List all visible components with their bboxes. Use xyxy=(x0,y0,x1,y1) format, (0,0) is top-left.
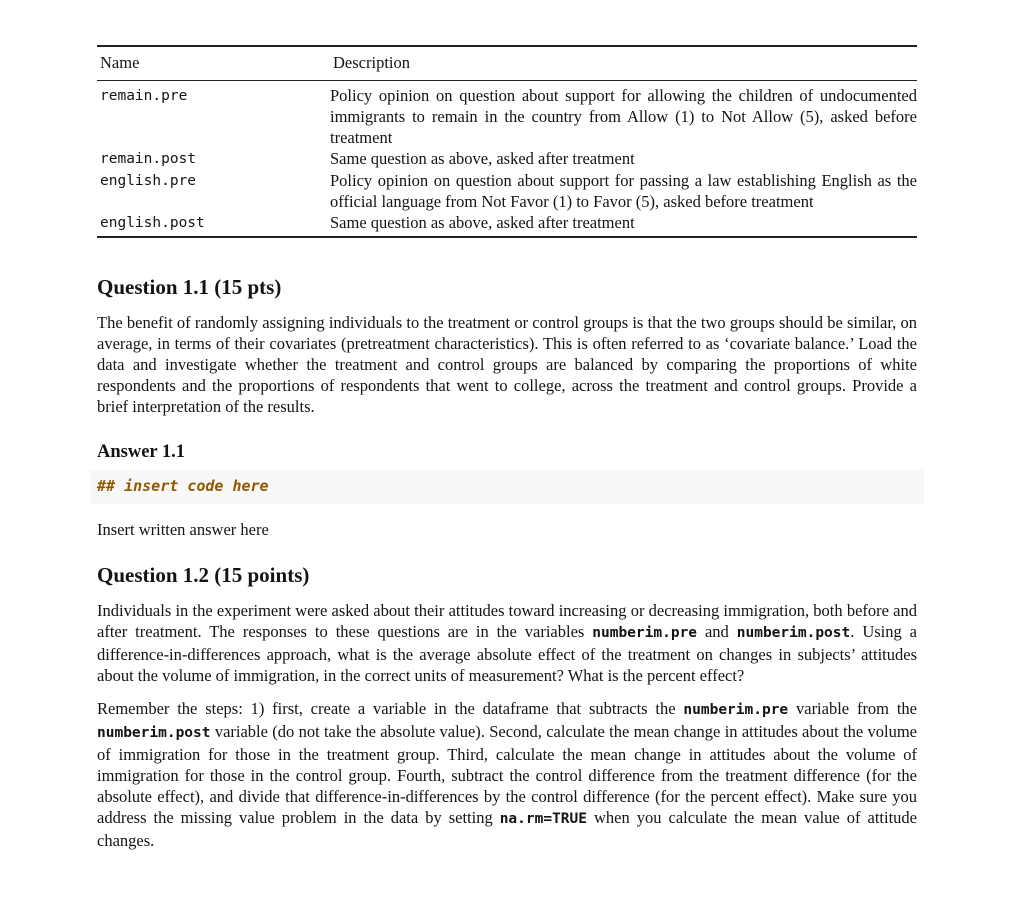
table-row xyxy=(97,170,917,212)
variable-description: Policy opinion on question about support for passing a law establishing English as the official language from Not Favor (1) to Favor (5), asked before treatment xyxy=(330,171,917,211)
text-run: variable from the xyxy=(788,699,917,718)
table-body xyxy=(97,81,917,236)
answer-1-1-heading: Answer 1.1 xyxy=(97,442,186,462)
table-row xyxy=(97,148,917,170)
table-bottom-rule xyxy=(97,236,917,238)
variable-name: remain.post xyxy=(100,151,197,167)
question-1-2-paragraph-1 xyxy=(97,600,917,686)
variable-name: remain.pre xyxy=(100,88,188,104)
inline-code: numberim.pre xyxy=(592,625,698,641)
text-run: variable (do not take the absolute value). Second, calculate the mean change in attitudes about the volume of immigration for those in the treatment group. Third, calculate the mean change in attitudes about the volume of immigration for those in the control group. Fourth, subtract the control difference from the treatment difference (for the absolute effect), and divide that difference-in-differences by the control difference (for the percent effect). Make sure you address the missing value problem in the data by setting xyxy=(97,722,917,827)
question-1-1-heading: Question 1.1 (15 pts) xyxy=(97,275,282,299)
table-row xyxy=(97,85,917,148)
text-run: . Using a difference-in-differences approach, what is the average absolute effect of the treatment on changes in subjects’ attitudes about the volume of immigration, in the correct units of measurement? What is the percent effect? xyxy=(97,622,918,685)
inline-code: na.rm=TRUE xyxy=(499,811,588,827)
text-run: Remember the steps: 1) first, create a variable in the dataframe that subtracts the xyxy=(97,699,684,718)
question-1-1-text: The benefit of randomly assigning individuals to the treatment or control groups is that the two groups should be similar, on average, in terms of their covariates (pretreatment characteristics). This is often referred to as ‘covariate balance.’ Load the data and investigate whether the treatment and control groups are balanced by comparing the proportions of white respondents and the proportions of respondents that went to college, across the treatment and control groups. Provide a brief interpretation of the results. xyxy=(97,313,917,416)
text-run: Individuals in the experiment were asked about their attitudes toward increasing or decreasing immigration, both before and after treatment. The responses to these questions are in the variables xyxy=(97,601,917,641)
variable-name: english.post xyxy=(100,215,205,231)
variable-description: Same question as above, asked after treatment xyxy=(330,213,635,232)
inline-code: numberim.pre xyxy=(683,702,789,718)
question-1-2-heading: Question 1.2 (15 points) xyxy=(97,563,310,587)
variable-name: english.pre xyxy=(100,173,197,189)
variable-description: Same question as above, asked after treatment xyxy=(330,149,635,168)
inline-code: numberim.post xyxy=(97,725,211,741)
question-1-2-paragraph-2 xyxy=(97,698,917,851)
answer-1-1-placeholder-text: Insert written answer here xyxy=(97,520,269,539)
code-block xyxy=(90,470,924,504)
table-header-name: Name xyxy=(100,53,140,72)
table-row xyxy=(97,212,917,234)
variable-table xyxy=(97,45,917,238)
text-run: and xyxy=(697,622,737,641)
code-comment-text: ## insert code here xyxy=(97,477,269,495)
text-run: when you calculate the mean value of attitude changes. xyxy=(97,808,917,850)
table-header-description: Description xyxy=(333,53,410,72)
variable-description: Policy opinion on question about support for allowing the children of undocumented immigrants to remain in the country from Allow (1) to Not Allow (5), asked before treatment xyxy=(330,86,917,147)
table-header-row xyxy=(97,47,917,80)
inline-code: numberim.post xyxy=(736,625,851,641)
